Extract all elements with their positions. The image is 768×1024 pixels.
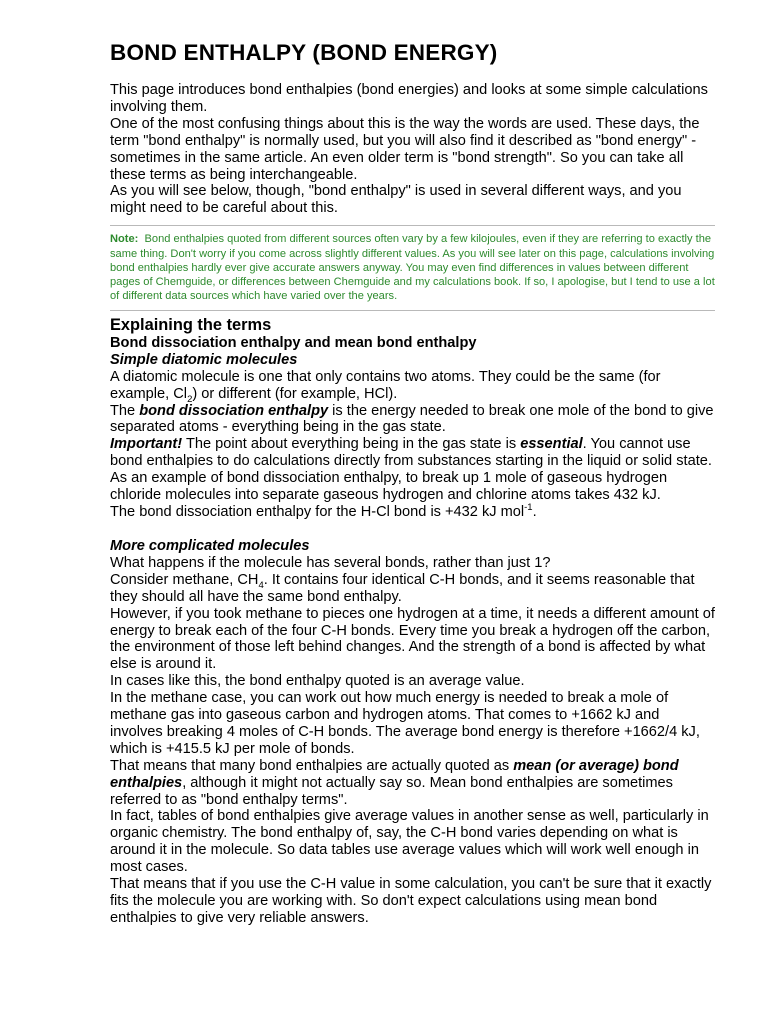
essential-emphasis: essential	[520, 436, 583, 453]
section-heading: Explaining the terms	[110, 315, 272, 334]
complicated-paragraph: What happens if the molecule has several bonds, rather than just 1?	[110, 554, 551, 571]
section-subheading: Bond dissociation enthalpy and mean bond enthalpy	[110, 334, 477, 351]
complicated-paragraph: In the methane case, you can work out how much energy is needed to break a mole of methane gas into gaseous carbon and hydrogen atoms. That comes to +1662 kJ and involves breaking 4 moles of C-H bonds. The average bond energy is therefore +1662/4 kJ, which is +415.5 kJ per mole of bonds.	[110, 690, 700, 757]
intro-paragraph: One of the most confusing things about this is the way the words are used. These days, the term "bond enthalpy" is normally used, but you will also find it described as "bond energy" - sometimes in the same article. An even older term is "bond strength". So you can take all these terms as being interchangeable.	[110, 115, 700, 183]
important-label: Important!	[110, 436, 183, 453]
article	[110, 38, 715, 927]
diatomic-paragraph: The bond dissociation enthalpy is the energy needed to break one mole of the bond to give separated atoms - everything being in the gas state.	[110, 402, 714, 436]
diatomic-paragraph: As an example of bond dissociation enthalpy, to break up 1 mole of gaseous hydrogen chloride molecules into separate gaseous hydrogen and chlorine atoms takes 432 kJ.	[110, 470, 668, 504]
intro-paragraph: This page introduces bond enthalpies (bond energies) and looks at some simple calculations involving them.	[110, 82, 708, 115]
divider	[110, 225, 715, 226]
complicated-paragraph: That means that if you use the C-H value in some calculation, you can't be sure that it exactly fits the molecule you are working with. So don't expect calculations using mean bond enthalpies to give very reliable answers.	[110, 876, 712, 926]
complicated-paragraph: Consider methane, $CH_4$. It contains four identical C-H bonds, and it seems reasonable that they should all have the same bond enthalpy.	[110, 571, 695, 605]
diatomic-paragraph: The bond dissociation enthalpy for the H-Cl bond is +432 kJ mol$^{-1}$.	[110, 502, 537, 520]
complicated-paragraph: In fact, tables of bond enthalpies give average values in another sense as well, particularly in organic chemistry. The bond enthalpy of, say, the C-H bond varies depending on what is around it in the molecule. So data tables use average values which will work well enough in most cases.	[110, 808, 709, 876]
note-label: Note:	[110, 233, 139, 246]
intro-paragraph: As you will see below, though, "bond enthalpy" is used in several different ways, and you might need to be careful about this.	[110, 183, 682, 217]
note-text: Bond enthalpies quoted from different sources often vary by a few kilojoules, even if they are referring to exactly the same thing. Don't worry if you come across slightly different values. As you will see later on this page, calculations involving bond enthalpies hardly ever give accurate answers anyway. You may even find differences in values between different pages of Chemguide, or differences between Chemguide and my calculations book. If so, I apologise, but I tend to use a lot of different data sources which have varied over the years.	[110, 233, 715, 303]
page-title: BOND ENTHALPY (BOND ENERGY)	[110, 40, 498, 65]
complicated-paragraph: That means that many bond enthalpies are actually quoted as mean (or average) bond enthalpies, although it might not actually say so. Mean bond enthalpies are sometimes referred to as "bond enthalpy terms".	[110, 757, 679, 808]
complicated-heading: More complicated molecules	[110, 537, 310, 554]
divider	[110, 310, 715, 311]
note-box	[110, 232, 715, 303]
diatomic-paragraph: Important! The point about everything being in the gas state is essential. You cannot use bond enthalpies to do calculations directly from substances starting in the liquid or solid state.	[110, 436, 712, 470]
term-emphasis: mean (or average) bond enthalpies	[110, 757, 679, 791]
complicated-paragraph: In cases like this, the bond enthalpy quoted is an average value.	[110, 673, 525, 690]
diatomic-heading: Simple diatomic molecules	[110, 351, 298, 368]
term-emphasis: bond dissociation enthalpy	[139, 402, 329, 419]
diatomic-paragraph: A diatomic molecule is one that only contains two atoms. They could be the same (for example, $Cl_2$) or different (for example, HCl).	[110, 368, 661, 405]
complicated-paragraph: However, if you took methane to pieces one hydrogen at a time, it needs a different amount of energy to break each of the four C-H bonds. Every time you break a hydrogen off the carbon, the environment of those left behind changes. And the strength of a bond is affected by what else is around it.	[110, 605, 715, 673]
